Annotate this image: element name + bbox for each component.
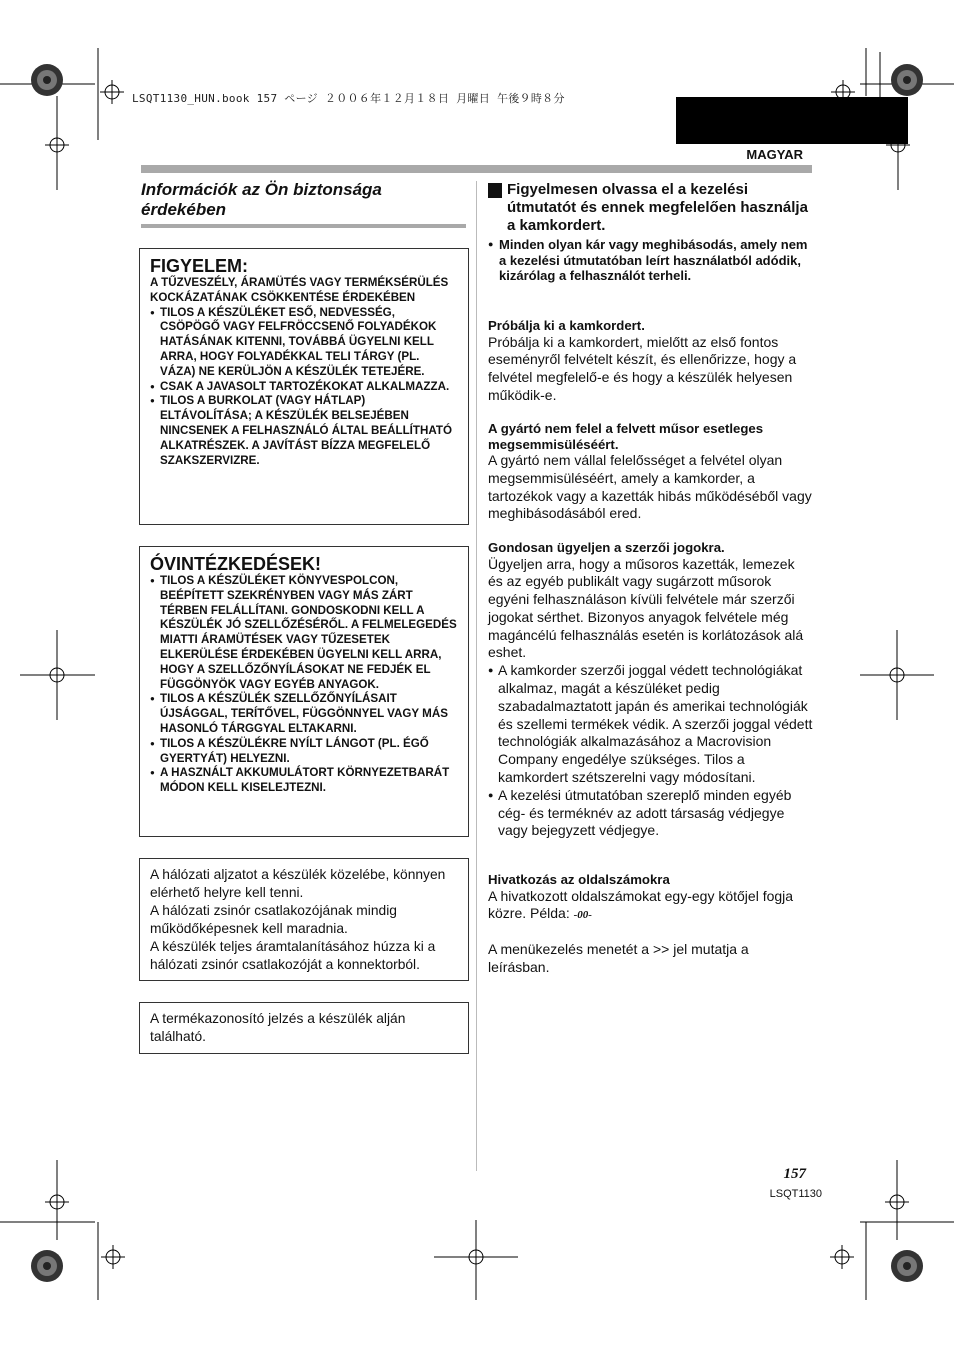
paragraph: A hivatkozott oldalszámokat egy-egy kötőjel fogja közre. Példa: (488, 887, 794, 922)
product-id-box (139, 1002, 469, 1054)
right-heading: Figyelmesen olvassa el a kezelési útmutatót és ennek megfelelően használja a kamkordert. (507, 181, 808, 234)
list-item: ● TILOS A BURKOLAT (VAGY HÁTLAP) ELTÁVOLÍTÁSA; A KÉSZÜLÉK BELSEJÉBEN NINCSENEK A FELHASZNÁLÓ ÁLTAL BEÁLLÍTHATÓ ALKATRÉSZEK. A JAVÍTÁST BÍZZA MEGFELELŐ SZAKSZERVIZRE. (150, 394, 458, 468)
section-liability (488, 421, 813, 523)
warning-list (150, 306, 458, 469)
caution-list (150, 574, 458, 796)
subheading: A gyártó nem felel a felvett műsor esetleges megsemmisüléséért. (488, 421, 764, 452)
outlet-line: A hálózati zsinór csatlakozójának mindig működőképesnek kell maradnia. (150, 903, 397, 936)
subheading: Gondosan ügyeljen a szerzői jogokra. (488, 540, 725, 555)
square-bullet-icon (488, 183, 502, 198)
language-label: MAGYAR (746, 147, 803, 162)
column-divider (476, 181, 477, 1171)
paragraph: A gyártó nem vállal felelősséget a felvétel olyan megsemmisüléséért, amely a kamkorder, a tartozékok vagy a kazetták hibás működéséből vagy meghibásodásából ered. (488, 452, 812, 522)
language-tab (676, 97, 908, 144)
caution-title: ÓVINTÉZKEDÉSEK! (150, 554, 322, 574)
paragraph: A menükezelés menetét a >> jel mutatja a leírásban. (488, 941, 749, 975)
document-code: LSQT1130 (769, 1188, 822, 1200)
caution-box (139, 546, 469, 837)
product-id-text: A termékazonosító jelzés a készülék alján található. (150, 1011, 406, 1044)
list-item: ● A kamkorder szerzői joggal védett technológiákat alkalmaz, magát a készüléket pedig szabadalmaztatott japán és amerikai technológiák és szellemi termékek védik. A szerzői joggal védett technológiák alkalmazásához a Macrovision Company engedélye szükséges. Tilos a kamkordert szétszerelni vagy módosítani. (488, 662, 813, 787)
heading-bullet: ● Minden olyan kár vagy meghibásodás, amely nem a kezelési útmutatóban leírt használatból adódik, kizárólag a felhasználót terheli. (488, 237, 813, 284)
paragraph: Ügyeljen arra, hogy a műsoros kazetták, lemezek és az egyéb publikált vagy sugárzott műsorok egyéni felhasználáson kívüli felvétele már szerzői jogokat sérthet. Bizonyos anyagok felvétele még magáncélú felhasználás esetén is korlátozások alá eshet. (488, 555, 804, 661)
outlet-line: A hálózati aljzatot a készülék közelébe, könnyen elérhető helyre kell tenni. (150, 867, 446, 900)
list-item: ● TILOS A KÉSZÜLÉKET ESŐ, NEDVESSÉG, CSÖPÖGŐ VAGY FELFRÖCCSENŐ FOLYADÉKOK HATÁSÁNAK KITENNI, TOVÁBBÁ ÜGYELNI KELL ARRA, HOGY FOLYADÉKKAL TELI TÁRGY (PL. VÁZA) NE KERÜLJÖN A KÉSZÜLÉK TETEJÉRE. (150, 306, 458, 380)
list-item: ● TILOS A KÉSZÜLÉKRE NYÍLT LÁNGOT (PL. ÉGŐ GYERTYÁT) HELYEZNI. (150, 737, 458, 767)
section-page-refs (488, 872, 813, 925)
subheading: Hivatkozás az oldalszámokra (488, 872, 670, 887)
outlet-note-box (139, 858, 469, 981)
right-heading-block (488, 181, 813, 284)
warning-title: FIGYELEM: (150, 256, 248, 276)
outlet-line: A készülék teljes áramtalanításához húzza ki a hálózati zsinór csatlakozóját a konnektorból. (150, 939, 436, 972)
section-menu-note (488, 941, 813, 977)
page-ref-example: -00- (573, 909, 592, 922)
list-item: ● TILOS A KÉSZÜLÉKET KÖNYVESPOLCON, BEÉPÍTETT SZEKRÉNYBEN VAGY MÁS ZÁRT TÉRBEN FELÁLLÍTANI. GONDOSKODNI KELL A KÉSZÜLÉK JÓ SZELLŐZÉSÉRŐL. A FELMELEGEDÉS MIATTI ÁRAMÜTÉSEK VAGY TŰZESETEK ELKERÜLÉSE ÉRDEKÉBEN ÜGYELNI KELL ARRA, HOGY A SZELLŐZŐNYÍLÁSOKAT NE FEDJÉK EL FÜGGÖNYÖK VAGY EGYÉB ANYAGOK. (150, 574, 458, 692)
warning-box (139, 248, 469, 525)
section-rule (141, 224, 466, 228)
list-item: ● A kezelési útmutatóban szereplő minden egyéb cég- és terméknév az adott társaság védjegye vagy bejegyzett védjegye. (488, 787, 813, 840)
paragraph: Próbálja ki a kamkordert, mielőtt az első fontos eseményről felvételt készít, és ellenőrizze, hogy a felvétel megfelelő-e és hogy a készülék helyesen működik-e. (488, 333, 797, 403)
list-item: ● A HASZNÁLT AKKUMULÁTORT KÖRNYEZETBARÁT MÓDON KELL KISELEJTEZNI. (150, 766, 458, 796)
section-title: Információk az Ön biztonsága érdekében (141, 180, 382, 219)
print-header: LSQT1130_HUN.book 157 ページ ２００６年１２月１８日 月曜日 午後９時８分 (132, 92, 565, 105)
page-number: 157 (783, 1166, 806, 1182)
section-try-camcorder (488, 318, 813, 405)
list-item: ● CSAK A JAVASOLT TARTOZÉKOKAT ALKALMAZZA. (150, 380, 458, 395)
section-copyright (488, 540, 813, 840)
warning-intro: A TŰZVESZÉLY, ÁRAMÜTÉS VAGY TERMÉKSÉRÜLÉS KOCKÁZATÁNAK CSÖKKENTÉSE ÉRDEKÉBEN (150, 276, 449, 304)
top-rule (141, 165, 812, 173)
subheading: Próbálja ki a kamkordert. (488, 318, 645, 333)
list-item: ● TILOS A KÉSZÜLÉK SZELLŐZŐNYÍLÁSAIT ÚJSÁGGAL, TERÍTŐVEL, FÜGGÖNNYEL VAGY MÁS HASONLÓ TÁRGGYAL ELTAKARNI. (150, 692, 458, 736)
